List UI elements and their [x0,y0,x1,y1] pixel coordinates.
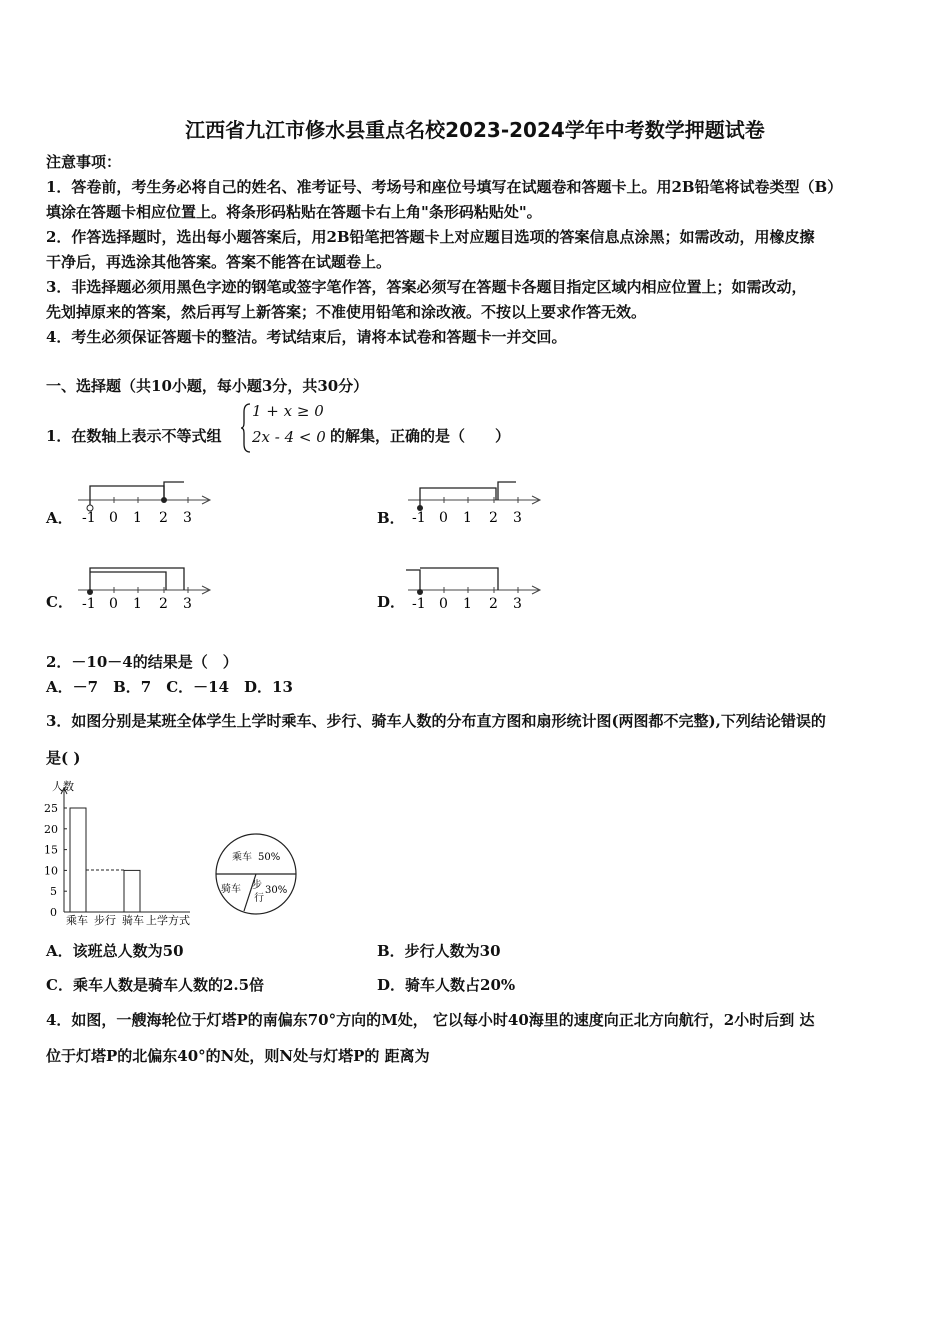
tick-label: 2 [159,596,168,612]
tick-label: 2 [489,510,498,526]
number-line-b [406,478,546,528]
note-line: 先划掉原来的答案，然后再写上新答案；不准使用铅笔和涂改液。不按以上要求作答无效。 [46,303,647,321]
note-line: 2．作答选择题时，选出每小题答案后，用2B铅笔把答题卡上对应题目选项的答案信息点涂黑；如需改动，用橡皮擦 [46,228,815,246]
inequality-1: 1 + x ≥ 0 [252,402,324,420]
pie-chart [210,820,302,930]
tick-label: 3 [513,596,522,612]
tick-label: -1 [82,596,96,612]
tick-label: -1 [412,596,426,612]
note-line: 填涂在答题卡相应位置上。将条形码粘贴在答题卡右上角"条形码粘贴处"。 [46,203,542,221]
tick-label: 3 [183,510,192,526]
q3-stem: 3．如图分别是某班全体学生上学时乘车、步行、骑车人数的分布直方图和扇形统计图(两图都不完整),下列结论错误的 [46,712,826,730]
note-line: 1．答卷前，考生务必将自己的姓名、准考证号、考场号和座位号填写在试题卷和答题卡上。用2B铅笔将试卷类型（B） [46,178,843,196]
tick-label: 2 [159,510,168,526]
q4-stem: 4．如图，一艘海轮位于灯塔P的南偏东70°方向的M处， 它以每小时40海里的速度向正北方向航行，2小时后到 达 [46,1011,815,1029]
tick-label: 1 [133,510,142,526]
tick-label: 1 [463,596,472,612]
q3-option-b: B．步行人数为30 [377,942,501,960]
note-line: 3．非选择题必须用黑色字迹的钢笔或签字笔作答，答案必须写在答题卡各题目指定区域内相应位置上；如需改动， [46,278,807,296]
y-tick-label: 10 [44,864,58,878]
pie-percent: 50% [258,852,281,863]
tick-label: 3 [513,510,522,526]
y-tick-label: 5 [50,885,57,899]
y-axis-label: 人数 [52,780,74,793]
tick-label: 0 [439,596,448,612]
note-line: 4．考生必须保证答题卡的整洁。考试结束后，请将本试卷和答题卡一并交回。 [46,328,567,346]
category-label: 乘车 [66,914,88,927]
tick-label: 1 [463,510,472,526]
option-b-label: B． [377,509,405,527]
y-tick-label: 0 [50,906,57,919]
q3-stem: 是( ) [46,749,81,767]
q1-prefix: 1．在数轴上表示不等式组 [46,427,222,445]
bar-骑车 [124,870,140,912]
pie-label-part: 行 [254,893,264,904]
number-line-d [406,562,546,612]
number-line-a [76,478,216,528]
note-line: 干净后，再选涂其他答案。答案不能答在试题卷上。 [46,253,392,271]
y-tick-label: 15 [44,843,58,857]
pie-label: 乘车 [232,852,252,863]
option-c-label: C． [46,593,73,611]
category-label: 步行 [94,914,116,927]
histogram-chart [40,776,210,928]
section-heading: 一、选择题（共10小题，每小题3分，共30分） [46,377,369,395]
q3-option-a: A．该班总人数为50 [46,942,184,960]
q2-options: A．－7 B．7 C．－14 D．13 [46,678,293,696]
pie-percent: 30% [265,885,288,896]
q4-stem: 位于灯塔P的北偏东40°的N处，则N处与灯塔P的 距离为 [46,1047,430,1065]
tick-label: 0 [439,510,448,526]
inequality-2: 2x - 4 < 0 [252,428,326,446]
pie-label-part: 步 [252,880,262,891]
y-tick-label: 20 [44,822,58,836]
tick-label: -1 [82,510,96,526]
bar-乘车 [70,808,86,912]
page-title: 江西省九江市修水县重点名校2023-2024学年中考数学押题试卷 [185,118,765,142]
brace-icon [240,402,252,454]
q3-option-c: C．乘车人数是骑车人数的2.5倍 [46,976,265,994]
pie-label: 骑车 [221,884,241,895]
tick-label: 0 [109,596,118,612]
option-a-label: A． [46,509,73,527]
category-label: 骑车 [122,914,144,927]
y-tick-label: 25 [44,802,58,815]
q3-option-d: D．骑车人数占20% [377,976,516,994]
q1-suffix: 的解集，正确的是（ ） [330,427,511,445]
q2-stem: 2．－10－4的结果是（ ） [46,653,238,671]
x-axis-label: 上学方式 [146,914,190,927]
tick-label: 0 [109,510,118,526]
notes-heading: 注意事项： [46,153,122,171]
tick-label: 3 [183,596,192,612]
tick-label: 1 [133,596,142,612]
tick-label: -1 [412,510,426,526]
option-d-label: D． [377,593,406,611]
tick-label: 2 [489,596,498,612]
number-line-c [76,562,216,612]
